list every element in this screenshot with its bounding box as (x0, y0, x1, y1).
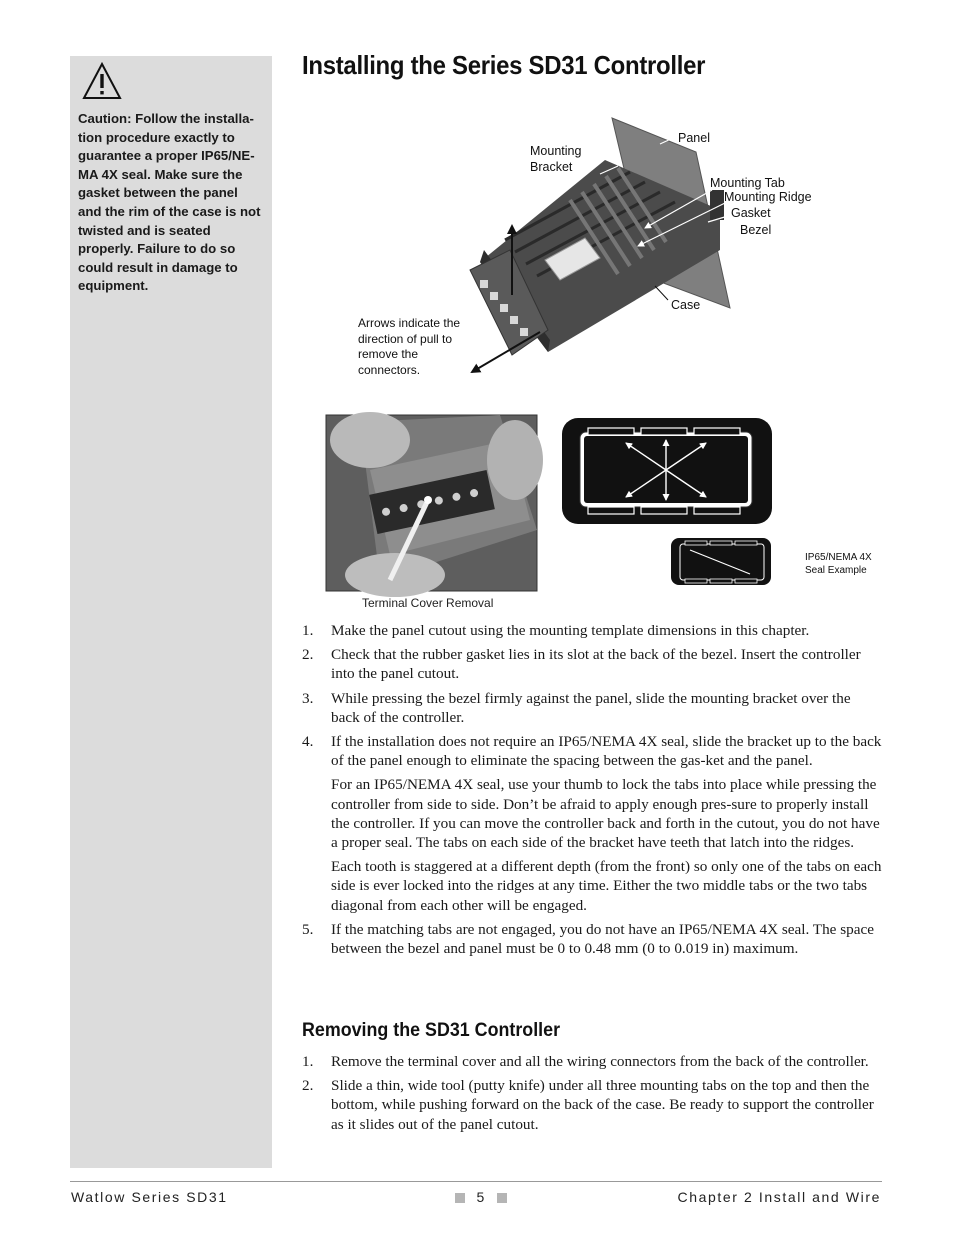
footer-left: Watlow Series SD31 (71, 1189, 228, 1205)
step-text: Make the panel cutout using the mounting template dimensions in this chapter. (331, 622, 810, 639)
page-number-block (455, 1189, 507, 1205)
label-case: Case (671, 298, 701, 312)
step-number: 1. (302, 622, 314, 639)
label-mounting-ridge: Mounting Ridge (724, 190, 812, 204)
arrows-note: Arrows indicate the direction of pull to remove the connectors. (358, 316, 461, 377)
list-item (302, 621, 882, 640)
square-icon (497, 1193, 507, 1203)
label-mounting-tab: Mounting Tab (710, 176, 785, 190)
step-text: Remove the terminal cover and all the wiring connectors from the back of the controller. (331, 1053, 869, 1070)
label-bezel: Bezel (740, 223, 772, 237)
step-text: If the installation does not require an IP65/NEMA 4X seal, slide the bracket up to the back of the panel enough to eliminate the spacing between the gas-ket and the panel. (331, 733, 882, 770)
list-item (302, 645, 882, 683)
label-mounting-bracket: Mounting Bracket (530, 144, 582, 174)
terminal-cover-photo (326, 412, 543, 597)
list-item (302, 920, 882, 958)
seal-caption: IP65/NEMA 4X Seal Example (805, 552, 872, 576)
photo-caption: Terminal Cover Removal (362, 596, 494, 610)
step-text: If the matching tabs are not engaged, you do not have an IP65/NEMA 4X seal. The space between the bezel and panel must be 0 to 0.48 mm (0 to 0.019 in) maximum. (331, 920, 874, 958)
label-panel: Panel (678, 131, 710, 145)
step-number: 2. (302, 1077, 314, 1095)
step-number: 4. (302, 733, 314, 751)
section-heading: Removing the SD31 Controller (302, 1020, 561, 1041)
seal-diagram-large (562, 418, 772, 524)
caution-text: Caution: Follow the installa-tion procedure exactly to guarantee a proper IP65/NE-MA 4X seal. Make sure the gasket between the panel and the rim of the case is not twisted and is seated properly. Failure to do so could result in damage to equipment. (78, 111, 261, 294)
step-number: 2. (302, 646, 314, 664)
step-paragraph: For an IP65/NEMA 4X seal, use your thumb to lock the tabs into place while pressing the controller from side to side. Don’t be afraid to apply enough pres-sure to properly install the controller. If you can move the controller back and forth in the cutout, you do not have a proper seal. The tabs on each side of the bracket have teeth that latch into the ridges. (331, 776, 880, 852)
step-text: Slide a thin, wide tool (putty knife) under all three mounting tabs on the top and then the bottom, while pushing forward on the back of the case. Be ready to support the controller as it slides out of the panel cutout. (331, 1077, 874, 1133)
seal-diagram-small (671, 538, 771, 585)
step-paragraph: Each tooth is staggered at a different depth (from the front) so only one of the tabs on each side is ever locked into the ridges at any time. Either the two middle tabs or the two tabs diagonal from each other will be engaged. (331, 858, 882, 914)
page-number: 5 (476, 1189, 486, 1205)
footer-divider (70, 1181, 882, 1182)
step-number: 3. (302, 689, 314, 707)
step-number: 5. (302, 920, 314, 938)
label-gasket: Gasket (731, 206, 771, 220)
square-icon (455, 1193, 465, 1203)
installation-figure (300, 110, 872, 620)
caution-sidebar (70, 56, 272, 1168)
warning-triangle-icon (82, 62, 122, 100)
removal-steps (302, 1052, 882, 1139)
step-number: 1. (302, 1053, 314, 1070)
install-steps (302, 621, 882, 963)
list-item (302, 1052, 882, 1071)
step-text: While pressing the bezel firmly against the panel, slide the mounting bracket over the back of the controller. (331, 689, 851, 726)
footer-right: Chapter 2 Install and Wire (677, 1189, 881, 1205)
list-item (302, 689, 882, 727)
page-title: Installing the Series SD31 Controller (302, 50, 706, 80)
step-text: Check that the rubber gasket lies in its slot at the back of the bezel. Insert the controller into the panel cutout. (331, 646, 861, 683)
list-item (302, 1076, 882, 1134)
list-item (302, 732, 882, 770)
